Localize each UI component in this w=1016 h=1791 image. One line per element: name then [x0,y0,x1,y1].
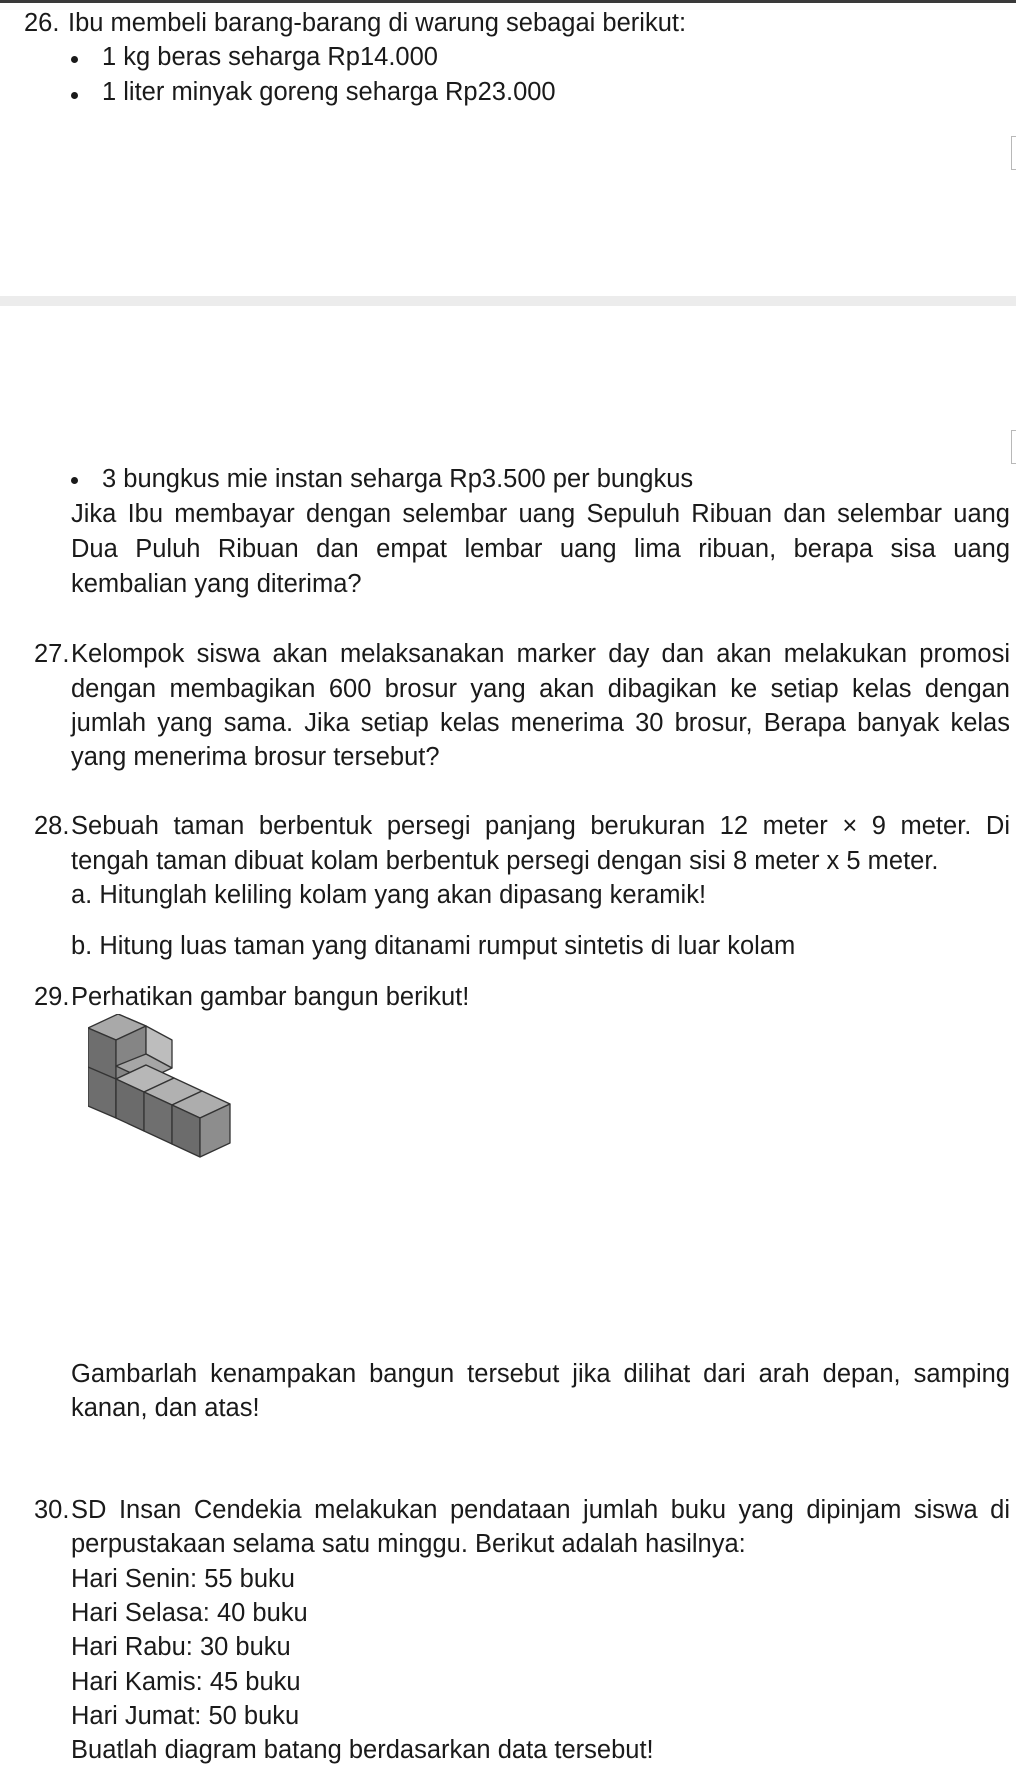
q28-line: tengah taman dibuat kolam berbentuk persegi dengan sisi 8 meter x 5 meter. [71,847,939,875]
q27-number: 27. [34,640,70,668]
q30-line: SD Insan Cendekia melakukan pendataan jumlah buku yang dipinjam siswa di [71,1496,1010,1524]
q26-title: Ibu membeli barang-barang di warung sebagai berikut: [68,9,687,37]
q28-line: Sebuah taman berbentuk persegi panjang berukuran 12 meter × 9 meter. Di [71,812,1010,840]
q26-item: 3 bungkus mie instan seharga Rp3.500 per bungkus [102,465,694,493]
q26-item: 1 liter minyak goreng seharga Rp23.000 [102,78,556,106]
q30-line: perpustakaan selama satu minggu. Berikut adalah hasilnya: [71,1530,746,1558]
top-border [0,0,1016,3]
q26-body-line: kembalian yang diterima? [71,570,362,598]
q26-number: 26. [24,9,60,37]
q27-line: dengan membagikan 600 brosur yang akan dibagikan ke setiap kelas dengan [71,675,1010,703]
q28-number: 28. [34,812,70,840]
scroll-edge-marker [1011,136,1016,170]
q28-part-a: a. Hitunglah keliling kolam yang akan dipasang keramik! [71,881,707,909]
q30-instruction: Buatlah diagram batang berdasarkan data tersebut! [71,1736,654,1764]
q30-data-item: Hari Kamis: 45 buku [71,1668,301,1696]
bullet-dot [71,92,78,99]
page-break-divider [0,296,1016,306]
q27-line: jumlah yang sama. Jika setiap kelas menerima 30 brosur, Berapa banyak kelas [71,709,1010,737]
q28-part-b: b. Hitung luas taman yang ditanami rumput sintetis di luar kolam [71,932,796,960]
q30-number: 30. [34,1496,70,1524]
q29-line: kanan, dan atas! [71,1394,260,1422]
q27-line: yang menerima brosur tersebut? [71,743,440,771]
scroll-edge-marker [1011,430,1016,464]
q29-title: Perhatikan gambar bangun berikut! [71,983,470,1011]
q27-line: Kelompok siswa akan melaksanakan marker day dan akan melakukan promosi [71,640,1010,668]
q26-body-line: Dua Puluh Ribuan dan empat lembar uang lima ribuan, berapa sisa uang [71,535,1010,563]
q26-item: 1 kg beras seharga Rp14.000 [102,43,438,71]
q30-data-item: Hari Selasa: 40 buku [71,1599,308,1627]
q30-data-item: Hari Rabu: 30 buku [71,1633,291,1661]
q26-body-line: Jika Ibu membayar dengan selembar uang Sepuluh Ribuan dan selembar uang [71,500,1010,528]
bullet-dot [71,477,78,484]
q30-data-item: Hari Jumat: 50 buku [71,1702,300,1730]
q29-line: Gambarlah kenampakan bangun tersebut jika dilihat dari arah depan, samping [71,1360,1010,1388]
q29-number: 29. [34,983,70,1011]
cube-stack-figure [88,1014,258,1190]
bullet-dot [71,56,78,63]
q30-data-item: Hari Senin: 55 buku [71,1565,295,1593]
